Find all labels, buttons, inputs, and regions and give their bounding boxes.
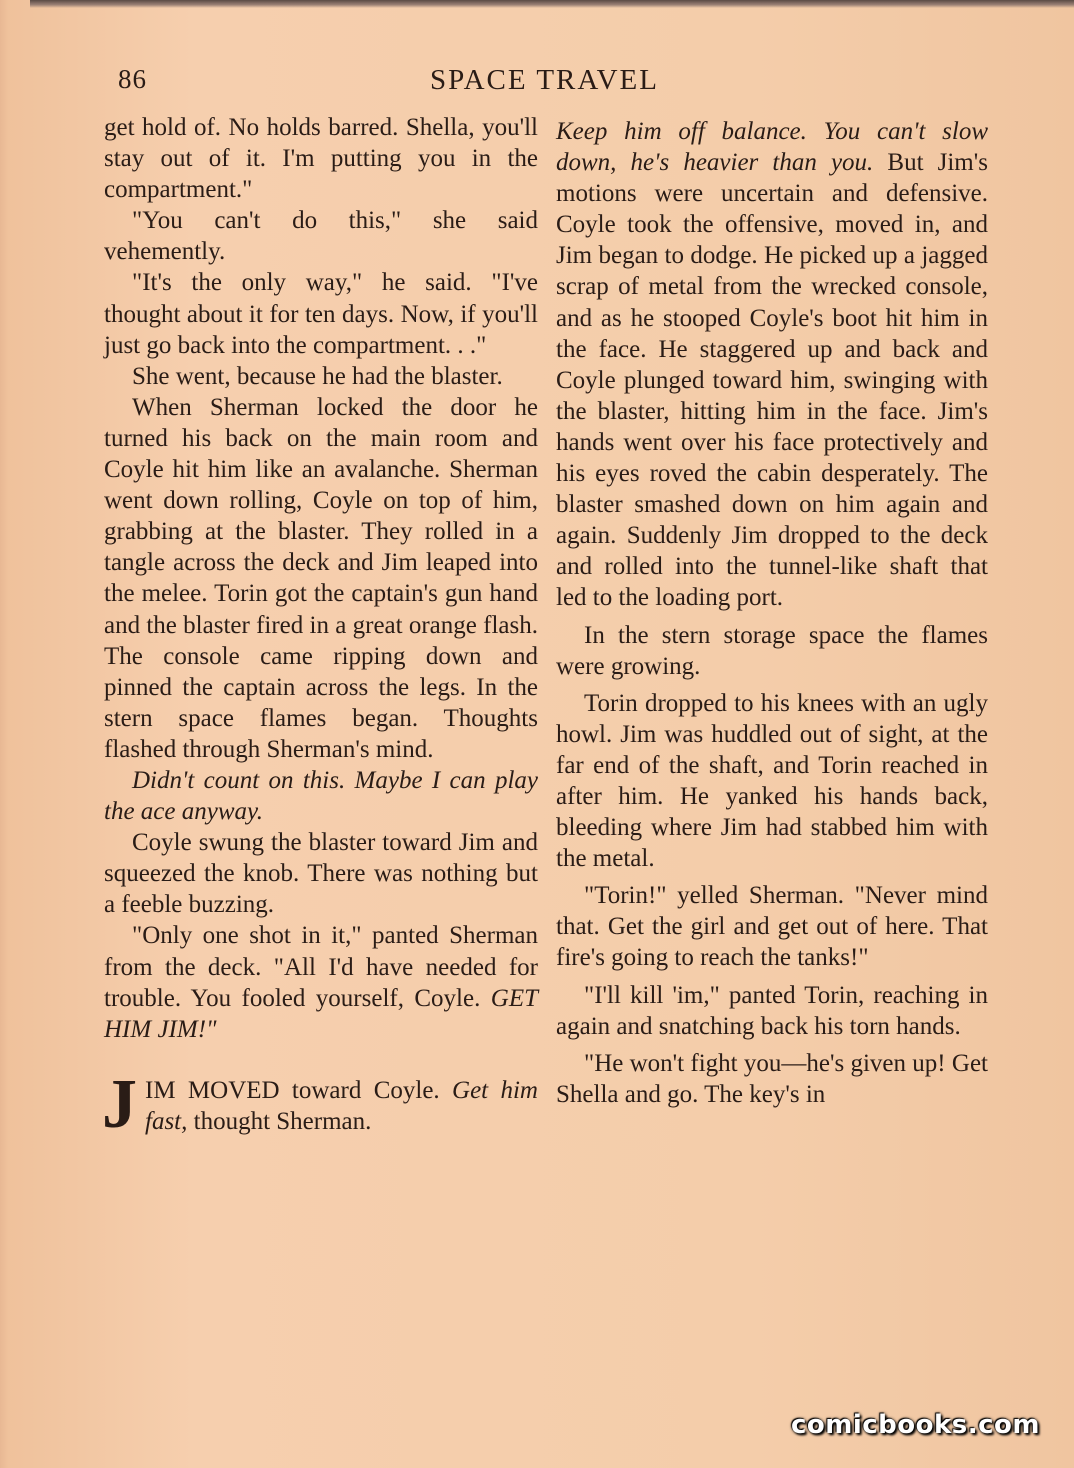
running-title: SPACE TRAVEL [430, 64, 659, 96]
site-watermark: comicbooks.com [790, 1410, 1040, 1440]
page-top-edge [30, 0, 1074, 8]
left-paragraph-4: She went, because he had the blaster. [132, 362, 503, 390]
left-paragraph-5: When Sherman locked the door he turned his back on the main room and Coyle hit him like an avalanche. Sherman went down rolling, Coyle on top of him, grabbing at the blaster. They rolled in a tangle across the deck and Jim leaped into the melee. Torin got the captain's gun hand and the blaster fired in a great orange flash. The console came ripping down and pinned the captain across the legs. In the stern space flames began. Thoughts flashed through Sherman's mind. [104, 393, 538, 763]
left-paragraph-3: "It's the only way," he said. "I've thought about it for ten days. Now, if you'll just go back into the compartment. . ." [104, 269, 538, 359]
left-paragraph-8-text: "Only one shot in it," panted Sherman from the deck. "All I'd have needed for trouble. You fooled yourself, Coyle. [104, 922, 538, 1012]
right-column [556, 116, 988, 1110]
left-paragraph-6: Didn't count on this. Maybe I can play the ace anyway. [104, 766, 538, 826]
left-paragraph-9-italic: Get him fast, [145, 1076, 538, 1135]
page-number: 86 [118, 64, 147, 94]
left-paragraph-9-text: IM MOVED toward Coyle. [145, 1076, 453, 1104]
left-paragraph-1: get hold of. No holds barred. Shella, you'll stay out of it. I'm putting you in the compartment." [104, 114, 538, 204]
left-paragraph-8 [104, 920, 538, 1044]
left-paragraph-7: Coyle swung the blaster toward Jim and squeezed the knob. There was nothing but a feeble buzzing. [104, 829, 538, 919]
left-paragraph-8-shout: GET HIM JIM!" [104, 984, 538, 1043]
right-paragraph-5: "I'll kill 'im," panted Torin, reaching in again and snatching back his torn hands. [556, 981, 988, 1040]
right-paragraph-6: "He won't fight you—he's given up! Get Shella and go. The key's in [556, 1049, 988, 1108]
left-paragraph-9 [102, 1065, 538, 1143]
left-paragraph-9-tail: thought Sherman. [187, 1107, 372, 1135]
page-header [118, 64, 1014, 100]
left-column [102, 112, 538, 1143]
right-paragraph-1 [556, 116, 988, 614]
right-paragraph-1-italic: Keep him off balance. You can't slow down, he's heavier than you. [556, 118, 988, 177]
right-paragraph-4: "Torin!" yelled Sherman. "Never mind that. Get the girl and get out of here. That fire's going to reach the tanks!" [556, 882, 988, 972]
left-paragraph-2: "You can't do this," she said vehemently. [104, 207, 538, 266]
drop-cap: J [102, 1065, 137, 1143]
right-paragraph-3: Torin dropped to his knees with an ugly howl. Jim was huddled out of sight, at the far end of the shaft, and Torin reached in after him. He yanked his hands back, bleeding where Jim had stabbed him with the metal. [556, 689, 988, 873]
right-paragraph-2: In the stern storage space the flames were growing. [556, 621, 988, 680]
page-left-edge [0, 0, 8, 1468]
right-paragraph-1-text: But Jim's motions were uncertain and defensive. Coyle took the offensive, moved in, and Jim began to dodge. He picked up a jagged scrap of metal from the wrecked console, and as he stooped Coyle's boot hit him in the face. He staggered up and back and Coyle plunged toward him, swinging with the blaster, hitting him in the face. Jim's hands went over his face protectively and his eyes roved the cabin desperately. The blaster smashed down on him again and again. Suddenly Jim dropped to the deck and rolled into the tunnel-like shaft that led to the loading port. [556, 149, 988, 612]
